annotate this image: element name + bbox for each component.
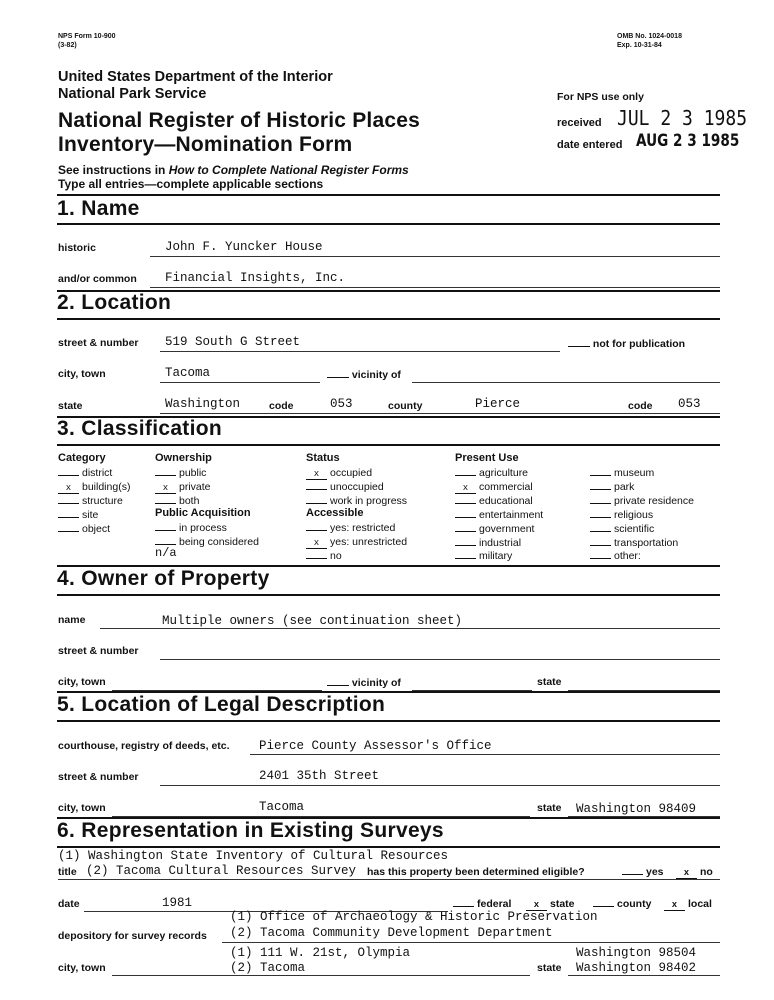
checkbox-label: site [82, 508, 99, 521]
form-title-line1: National Register of Historic Places [58, 109, 420, 132]
checkbox-option-use1[interactable] [455, 481, 533, 494]
checkbox-option-access[interactable] [306, 536, 407, 549]
date-entered-label: date entered [557, 139, 623, 151]
survey-title-label: title [58, 866, 77, 878]
accessible-heading: Accessible [306, 507, 364, 519]
checkbox-mark[interactable] [155, 530, 176, 531]
checkbox-label: no [330, 549, 342, 562]
checkbox-option-use2[interactable] [590, 509, 653, 521]
field-underline [250, 754, 720, 755]
owner-vicinity: vicinity of [327, 676, 401, 689]
field-underline [100, 628, 720, 629]
checkbox-mark[interactable] [590, 475, 611, 476]
owner-street-label: street & number [58, 645, 139, 657]
checkbox-mark[interactable]: x [306, 539, 327, 549]
category-heading: Category [58, 452, 106, 464]
depository-1: (1) Office of Archaeology & Historic Preservation [230, 910, 598, 924]
checkbox-mark[interactable] [455, 517, 476, 518]
checkbox-label: occupied [330, 467, 373, 479]
owner-name-value: Multiple owners (see continuation sheet) [162, 614, 463, 628]
code2-value: 053 [678, 397, 701, 411]
owner-city-label: city, town [58, 676, 106, 688]
checkbox-mark[interactable]: x [155, 484, 176, 494]
checkbox-mark[interactable] [58, 531, 79, 532]
checkbox-option-use2[interactable] [590, 467, 654, 479]
checkbox-option-category[interactable] [58, 481, 130, 494]
checkbox-mark[interactable] [590, 545, 611, 546]
level-county: county [593, 898, 651, 910]
checkbox-mark[interactable] [306, 489, 327, 490]
level-local: x local [664, 898, 712, 911]
checkbox-label: agriculture [479, 467, 529, 479]
survey-state-2: Washington 98402 [576, 961, 697, 975]
field-underline [568, 975, 720, 976]
legal-state-value: Washington 98409 [576, 802, 697, 816]
omb-expiration: Exp. 10-31-84 [617, 42, 662, 49]
field-underline [222, 942, 720, 943]
checkbox-label: transportation [614, 536, 679, 549]
state-value: Washington [165, 397, 241, 411]
field-underline [160, 659, 720, 660]
checkbox-label: in process [179, 522, 227, 534]
public-acquisition-heading: Public Acquisition [155, 507, 251, 519]
checkbox-option-status[interactable] [306, 467, 372, 480]
checkbox-mark[interactable] [306, 503, 327, 504]
service: National Park Service [58, 86, 207, 102]
instructions-line2: Type all entries—complete applicable sections [58, 177, 324, 191]
checkbox-mark[interactable] [455, 503, 476, 504]
checkbox-label: object [82, 522, 111, 535]
field-underline [58, 879, 720, 880]
checkbox-label: industrial [479, 536, 522, 549]
checkbox-option-use1[interactable] [455, 495, 533, 507]
checkbox-mark[interactable] [455, 531, 476, 532]
checkbox-label: yes: restricted [330, 522, 396, 534]
vicinity-of: vicinity of [327, 368, 401, 381]
checkbox-label: unoccupied [330, 480, 384, 493]
form-number: NPS Form 10-900 [58, 33, 116, 40]
status-heading: Status [306, 452, 340, 464]
checkbox-option-use1[interactable] [455, 523, 534, 535]
checkbox-mark[interactable] [306, 558, 327, 559]
legal-city-label: city, town [58, 802, 106, 814]
county-value: Pierce [475, 397, 521, 411]
checkbox-label: government [479, 522, 535, 535]
form-title-line2: Inventory—Nomination Form [58, 133, 353, 156]
section-rule [57, 318, 720, 320]
depository-2: (2) Tacoma Community Development Department [230, 926, 553, 940]
checkbox-mark[interactable] [590, 517, 611, 518]
section-5-heading: 5. Location of Legal Description [57, 693, 386, 716]
survey-date-label: date [58, 898, 80, 910]
section-2-heading: 2. Location [57, 291, 172, 314]
eligible-no: x no [676, 866, 713, 879]
present-use-heading: Present Use [455, 452, 519, 464]
historic-value: John F. Yuncker House [165, 240, 323, 254]
checkbox-option-status[interactable] [306, 495, 407, 507]
checkbox-mark[interactable] [306, 530, 327, 531]
survey-city-2: (2) Tacoma [230, 961, 306, 975]
owner-name-label: name [58, 614, 86, 626]
checkbox-label: being considered [179, 535, 259, 548]
owner-state-label: state [537, 676, 562, 688]
checkbox-label: work in progress [330, 494, 408, 507]
field-underline [112, 975, 530, 976]
checkbox-mark[interactable] [155, 544, 176, 545]
checkbox-label: other: [614, 550, 641, 563]
checkbox-mark[interactable]: x [306, 470, 327, 480]
checkbox-label: museum [614, 467, 655, 479]
checkbox-label: entertainment [479, 508, 544, 521]
depository-label: depository for survey records [58, 930, 207, 942]
county-label: county [388, 400, 423, 412]
code-value: 053 [330, 397, 353, 411]
omb-number: OMB No. 1024-0018 [617, 33, 682, 40]
checkbox-label: educational [479, 494, 533, 507]
checkbox-option-access[interactable] [306, 550, 342, 562]
checkbox-option-ownership[interactable] [155, 495, 199, 507]
legal-state-label: state [537, 802, 562, 814]
checkbox-option-use1[interactable] [455, 537, 521, 549]
survey-date-value: 1981 [162, 896, 193, 910]
code-label: code [269, 400, 294, 412]
level-state: x state [526, 898, 575, 911]
checkbox-option-use2[interactable] [590, 495, 694, 507]
checkbox-option-acq[interactable] [155, 522, 227, 534]
checkbox-label: building(s) [82, 480, 131, 493]
checkbox-option-status[interactable] [306, 481, 384, 493]
section-rule [57, 194, 720, 196]
checkbox-mark[interactable]: x [58, 484, 79, 494]
checkbox-mark[interactable] [455, 545, 476, 546]
checkbox-label: private [179, 480, 211, 493]
survey-city-label: city, town [58, 962, 106, 974]
checkbox-option-category[interactable] [58, 509, 98, 521]
street-value: 519 South G Street [165, 335, 301, 349]
form-date: (3-82) [58, 42, 77, 49]
section-6-heading: 6. Representation in Existing Surveys [57, 819, 444, 842]
checkbox-label: district [82, 467, 113, 479]
checkbox-option-acq[interactable] [155, 536, 259, 548]
checkbox-label: park [614, 480, 635, 493]
eligible-yes: yes [622, 866, 664, 878]
checkbox-label: military [479, 550, 513, 563]
checkbox-mark[interactable] [155, 503, 176, 504]
street-label: street & number [58, 337, 139, 349]
legal-street-value: 2401 35th Street [259, 769, 380, 783]
ownership-heading: Ownership [155, 452, 212, 464]
section-rule [57, 720, 720, 722]
checkbox-mark[interactable] [590, 558, 611, 559]
checkbox-option-use1[interactable] [455, 467, 528, 479]
not-for-publication: not for publication [568, 337, 685, 350]
section-rule [57, 444, 720, 446]
courthouse-label: courthouse, registry of deeds, etc. [58, 740, 230, 752]
legal-city-value: Tacoma [259, 800, 305, 814]
city-value: Tacoma [165, 366, 211, 380]
legal-street-label: street & number [58, 771, 139, 783]
date-entered-value: AUG 2 3 1985 [636, 131, 740, 151]
survey-1: (1) Washington State Inventory of Cultural Resources [58, 849, 449, 863]
checkbox-mark[interactable] [590, 489, 611, 490]
checkbox-label: yes: unrestricted [330, 535, 408, 548]
checkbox-mark[interactable] [155, 475, 176, 476]
checkbox-option-use1[interactable] [455, 509, 543, 521]
received-label: received [557, 117, 602, 129]
checkbox-mark[interactable] [455, 475, 476, 476]
code2-label: code [628, 400, 653, 412]
checkbox-label: scientific [614, 522, 655, 535]
checkbox-label: both [179, 494, 200, 507]
survey-2: (2) Tacoma Cultural Resources Survey [86, 864, 357, 878]
checkbox-option-ownership[interactable] [155, 481, 211, 494]
checkbox-mark[interactable] [455, 558, 476, 559]
checkbox-mark[interactable] [590, 531, 611, 532]
checkbox-mark[interactable] [58, 517, 79, 518]
checkbox-option-category[interactable] [58, 495, 123, 507]
section-3-heading: 3. Classification [57, 417, 222, 440]
checkbox-label: public [179, 467, 207, 479]
checkbox-option-category[interactable] [58, 523, 110, 535]
city-label: city, town [58, 368, 106, 380]
checkbox-mark[interactable] [58, 503, 79, 504]
checkbox-option-ownership[interactable] [155, 467, 206, 479]
instructions: See instructions in How to Complete National Register Forms [58, 163, 409, 177]
nps-use-label: For NPS use only [557, 91, 644, 103]
level-federal: federal [453, 898, 511, 910]
received-date: JUL 2 3 1985 [617, 106, 748, 131]
common-value: Financial Insights, Inc. [165, 271, 346, 285]
checkbox-option-access[interactable] [306, 522, 395, 534]
state-label: state [58, 400, 83, 412]
survey-city-1: (1) 111 W. 21st, Olympia [230, 946, 411, 960]
field-underline [160, 382, 320, 383]
checkbox-label: private residence [614, 494, 694, 507]
survey-state-label: state [537, 962, 562, 974]
checkbox-label: commercial [479, 480, 533, 493]
section-rule [57, 594, 720, 596]
field-underline [150, 287, 720, 288]
courthouse-value: Pierce County Assessor's Office [259, 739, 492, 753]
checkbox-option-use2[interactable] [590, 523, 654, 535]
field-underline [160, 413, 720, 414]
field-underline [150, 256, 720, 257]
checkbox-mark[interactable]: x [455, 484, 476, 494]
field-underline [160, 351, 560, 352]
section-rule [57, 223, 720, 225]
department: United States Department of the Interior [58, 69, 333, 85]
checkbox-mark[interactable] [590, 503, 611, 504]
field-underline [412, 382, 720, 383]
survey-state-1: Washington 98504 [576, 946, 697, 960]
acquisition-value: n/a [155, 546, 177, 560]
checkbox-option-use2[interactable] [590, 550, 641, 562]
section-4-heading: 4. Owner of Property [57, 567, 270, 590]
common-label: and/or common [58, 273, 137, 285]
checkbox-option-use2[interactable] [590, 481, 634, 493]
checkbox-label: religious [614, 508, 654, 521]
checkbox-label: structure [82, 494, 123, 507]
checkbox-option-category[interactable] [58, 467, 112, 479]
checkbox-option-use1[interactable] [455, 550, 512, 562]
field-underline [160, 785, 720, 786]
historic-label: historic [58, 242, 96, 254]
eligible-question: has this property been determined eligible? [367, 866, 585, 878]
section-rule [57, 846, 720, 848]
checkbox-option-use2[interactable] [590, 537, 678, 549]
checkbox-mark[interactable] [58, 475, 79, 476]
section-1-heading: 1. Name [57, 197, 140, 220]
